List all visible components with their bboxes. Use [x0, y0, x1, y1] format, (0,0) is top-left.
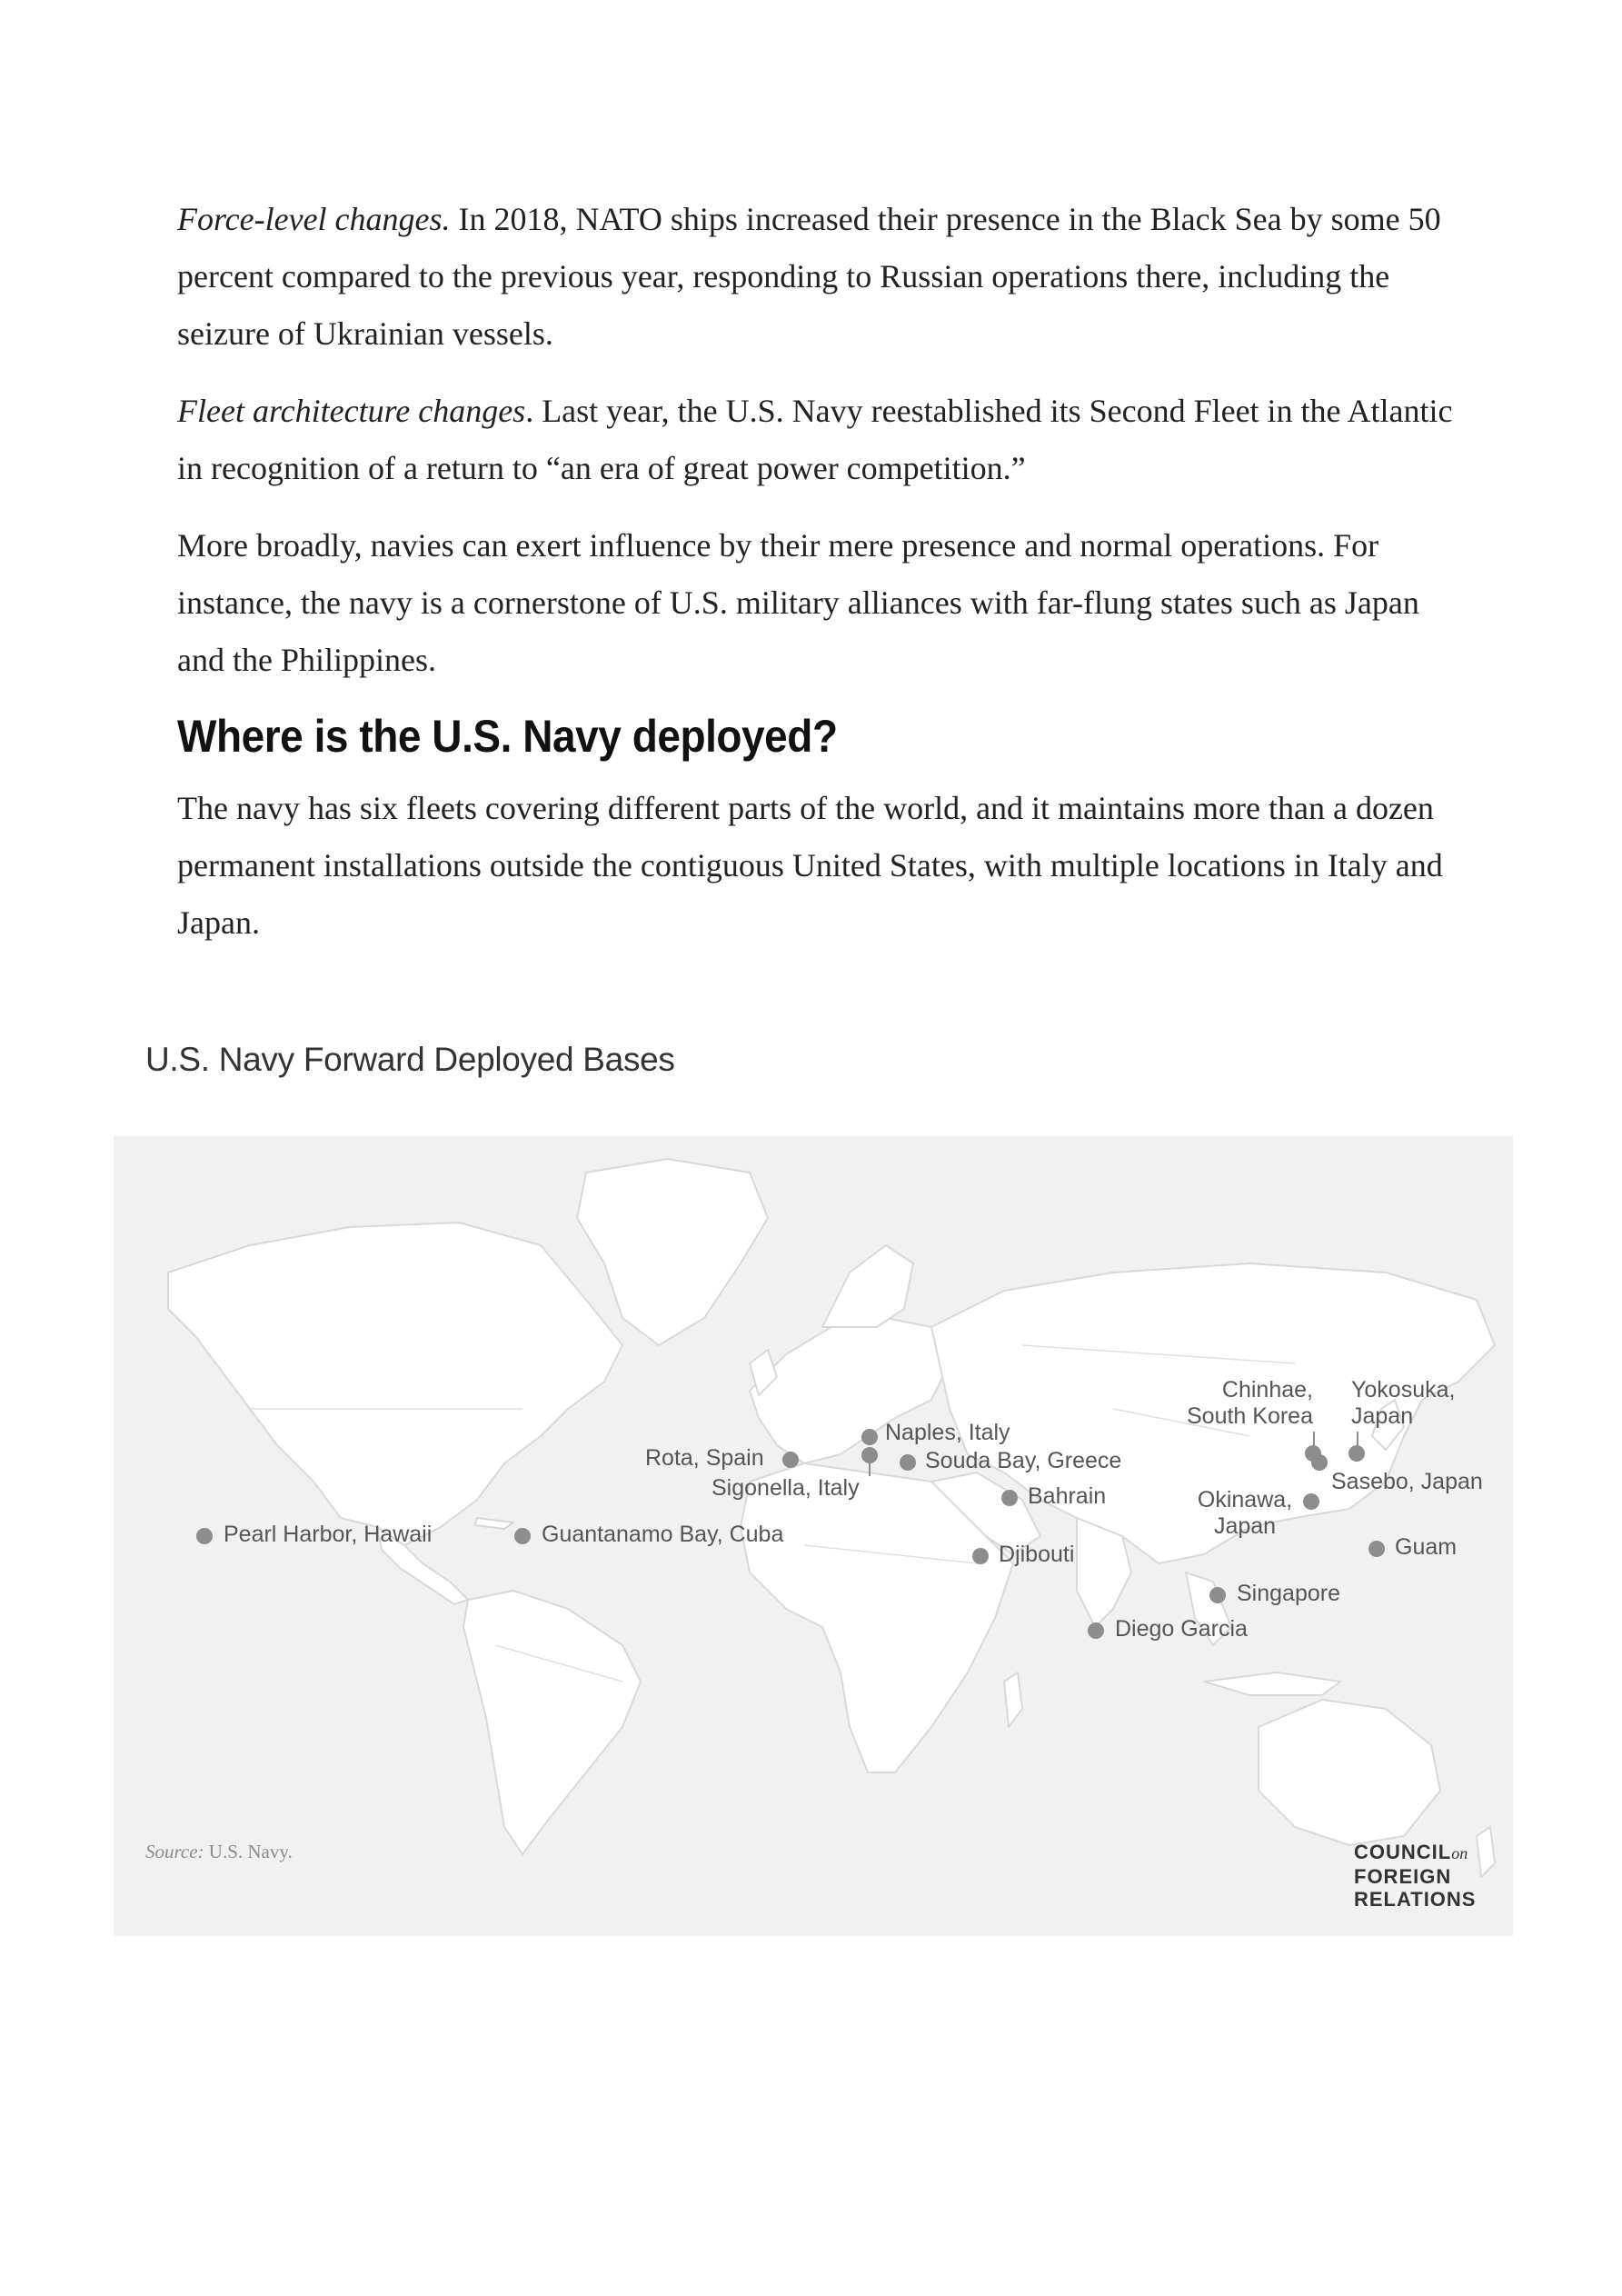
yokosuka-label-line2: Japan: [1351, 1403, 1414, 1429]
naples-label: Naples, Italy: [885, 1420, 1010, 1445]
sasebo-marker: [1311, 1454, 1328, 1471]
paragraph-fleet-architecture: [177, 383, 1468, 497]
paragraph-broadly: More broadly, navies can exert influence by their mere presence and normal operations. For instance, the navy is a cornerstone of U.S. military alliances with far-flung states such as Japan and the Philippines.: [177, 527, 1419, 678]
guam-label: Guam: [1395, 1534, 1458, 1560]
sasebo-label: Sasebo, Japan: [1331, 1469, 1483, 1494]
djibouti-marker: [972, 1548, 989, 1564]
sigonella-label: Sigonella, Italy: [711, 1475, 860, 1501]
rota-marker: [782, 1452, 799, 1468]
source-text: U.S. Navy.: [204, 1841, 293, 1862]
yokosuka-label: [1351, 1377, 1455, 1430]
paragraph-force-level: [177, 191, 1468, 363]
singapore-marker: [1209, 1587, 1226, 1603]
article-body: [177, 191, 1468, 972]
map-source: [145, 1841, 293, 1863]
pearl-harbor-label: Pearl Harbor, Hawaii: [224, 1522, 433, 1547]
pearl-harbor-marker: [196, 1528, 213, 1544]
cfr-logo-on: on: [1451, 1844, 1468, 1862]
diego-garcia-label: Diego Garcia: [1115, 1616, 1248, 1642]
naples-marker: [861, 1429, 878, 1445]
rota-label: Rota, Spain: [645, 1445, 764, 1471]
okinawa-label: [1186, 1487, 1304, 1540]
souda-label: Souda Bay, Greece: [925, 1448, 1122, 1473]
map-title: U.S. Navy Forward Deployed Bases: [145, 1041, 675, 1078]
chinhae-label-line2: South Korea: [1187, 1403, 1313, 1429]
okinawa-label-line1: Okinawa,: [1197, 1487, 1293, 1512]
guantanamo-marker: [514, 1528, 531, 1544]
guantanamo-label: Guantanamo Bay, Cuba: [542, 1522, 784, 1547]
souda-marker: [900, 1454, 916, 1471]
yokosuka-marker: [1348, 1445, 1365, 1462]
bahrain-marker: [1001, 1490, 1018, 1506]
singapore-label: Singapore: [1237, 1581, 1340, 1606]
cfr-logo-line2: FOREIGN: [1354, 1865, 1452, 1888]
yokosuka-label-line1: Yokosuka,: [1351, 1377, 1456, 1403]
paragraph-text: . Last year, the U.S. Navy reestablished its Second Fleet in the Atlantic in recognition of a return to “an era of great power competition.”: [177, 393, 1453, 486]
djibouti-label: Djibouti: [999, 1542, 1075, 1567]
cfr-logo: [1354, 1841, 1476, 1911]
cfr-logo-council: COUNCIL: [1354, 1841, 1452, 1863]
cfr-logo-line3: RELATIONS: [1354, 1888, 1477, 1911]
chinhae-label-line1: Chinhae,: [1221, 1377, 1313, 1403]
diego-garcia-marker: [1088, 1622, 1104, 1639]
paragraph-lead: Fleet architecture changes: [177, 393, 526, 429]
okinawa-marker: [1303, 1493, 1319, 1510]
section-heading: Where is the U.S. Navy deployed?: [177, 711, 838, 762]
world-map: [114, 1136, 1513, 1936]
source-label: Source:: [145, 1841, 204, 1862]
sigonella-leader: [869, 1462, 871, 1476]
bahrain-label: Bahrain: [1028, 1483, 1107, 1509]
paragraph-lead: Force-level changes.: [177, 201, 451, 237]
chinhae-label: [1177, 1377, 1313, 1430]
okinawa-label-line2: Japan: [1213, 1513, 1277, 1539]
paragraph-text: In 2018, NATO ships increased their presence in the Black Sea by some 50 percent compared to the previous year, responding to Russian operations there, including the seizure of Ukrainian vessels.: [177, 201, 1441, 352]
guam-marker: [1368, 1541, 1385, 1557]
cfr-logo-line1: [1354, 1841, 1476, 1865]
paragraph-fleets: The navy has six fleets covering different parts of the world, and it maintains more than a dozen permanent installations outside the contiguous United States, with multiple locations in Italy and Japan.: [177, 790, 1443, 941]
